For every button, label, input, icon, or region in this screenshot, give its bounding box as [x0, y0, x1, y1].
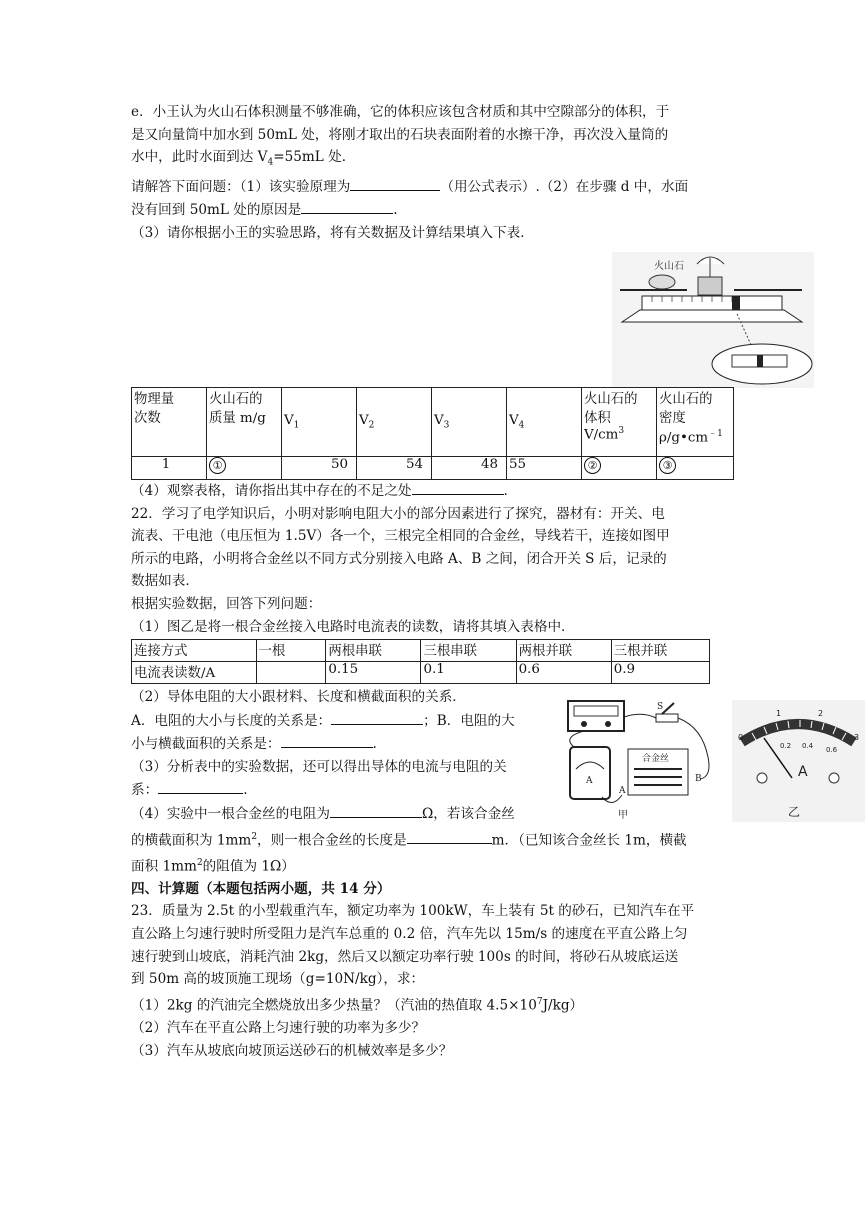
text-line: 是又向量筒中加水到 50mL 处，将刚才取出的石块表面附着的水擦干净，再次没入量筒的: [131, 126, 669, 143]
text-line: 所示的电路，小明将合金丝以不同方式分别接入电路 A、B 之间，闭合开关 S 后，记录的: [131, 550, 667, 567]
meter-tick: 2: [818, 709, 824, 718]
table-header: $V_4$: [507, 388, 582, 457]
answer-blank[interactable]: [301, 198, 393, 214]
meter-tick: 0.2: [780, 742, 792, 750]
table-cell: ②: [582, 457, 657, 480]
text-line: （3）汽车从坡底向坡顶运送砂石的机械效率是多少？: [131, 1042, 453, 1059]
answer-blank[interactable]: [330, 802, 422, 818]
table-header: $V_3$: [432, 388, 507, 457]
text-line: 没有回到 50mL 处的原因是 .: [131, 198, 736, 222]
text-line: 系： .: [131, 778, 736, 802]
terminal-b-label: B: [695, 774, 702, 784]
current-table: [131, 639, 710, 684]
meter-unit: A: [798, 764, 808, 780]
table-cell: ③: [657, 457, 734, 480]
document-body: [131, 101, 736, 244]
table-cell[interactable]: [256, 662, 326, 684]
text-line: 22．学习了电学知识后，小明对影响电阻大小的部分因素进行了探究，器材有：开关、电: [131, 505, 665, 522]
answer-blank[interactable]: [331, 709, 423, 725]
answer-blank[interactable]: [407, 828, 492, 844]
table-cell: 0.1: [421, 662, 516, 684]
answer-blank[interactable]: [281, 732, 373, 748]
table-header: 火山石的 体积 $V/cm^3$: [582, 388, 657, 457]
table-header: 一根: [256, 640, 326, 662]
table-cell: 0.9: [611, 662, 709, 684]
circuit-figure: [562, 697, 724, 821]
text-line: 23．质量为 2.5t 的小型载重汽车，额定功率为 100kW，车上装有 5t 的砂石，已知汽车在平: [131, 903, 695, 920]
text-line: 流表、干电池（电压恒为 1.5V）各一个，三根完全相同的合金丝，导线若干，连接如图甲: [131, 528, 670, 545]
text-line: （4）观察表格，请你指出其中存在的不足之处 .: [131, 479, 736, 503]
question-22-block: [131, 479, 736, 638]
figure-jia-label: 甲: [618, 810, 628, 821]
table-cell: 54: [357, 457, 432, 480]
figure-yi-label: 乙: [788, 805, 801, 819]
table-cell: 0.6: [516, 662, 611, 684]
table-cell: 1: [132, 457, 207, 480]
ammeter-label: A: [586, 776, 593, 786]
text-line: 小与横截面积的关系是： .: [131, 732, 736, 756]
text-line: （2）导体电阻的大小跟材料、长度和横截面积的关系．: [131, 689, 466, 705]
balance-figure: [612, 252, 814, 388]
text-line: 的横截面积为 $1mm^2$，则一根合金丝的长度是 m．（已知该合金丝长 1m，横截: [131, 826, 736, 852]
answer-blank[interactable]: [350, 175, 440, 191]
text-line: （4）实验中一根合金丝的电阻为 Ω，若该合金丝: [131, 802, 736, 826]
table-cell: 电流表读数/A: [132, 662, 257, 684]
table-header: $V_1$: [282, 388, 357, 457]
terminal-a-label: A: [619, 786, 626, 796]
meter-tick: 1: [776, 709, 782, 718]
answer-blank[interactable]: [412, 479, 504, 495]
table-cell: 48: [432, 457, 507, 480]
text-line: （3）分析表中的实验数据，还可以得出导体的电流与电阻的关: [131, 758, 507, 775]
table-header: 两根并联: [516, 640, 611, 662]
volcanic-stone-table: [131, 387, 734, 480]
table-header: 火山石的 质量 m/g: [207, 388, 282, 457]
text-line: 直公路上匀速行驶时所受阻力是汽车总重的 0.2 倍，汽车先以 15m/s 的速度在平直公路上匀: [131, 926, 688, 942]
text-line: 请解答下面问题：（1）该实验原理为 （用公式表示）.（2）在步骤 d 中，水面: [131, 175, 736, 199]
table-header: 两根串联: [326, 640, 421, 662]
text-line: 根据实验数据，回答下列问题：: [131, 595, 322, 612]
section-heading: 四、计算题（本题包括两小题，共 14 分）: [131, 880, 391, 897]
table-header: 三根并联: [611, 640, 709, 662]
table-header: 连接方式: [132, 640, 257, 662]
ammeter-figure: [732, 700, 865, 822]
text-line: （2）汽车在平直公路上匀速行驶的功率为多少？: [131, 1019, 426, 1036]
answer-blank[interactable]: [158, 778, 243, 794]
text-line: e．小王认为火山石体积测量不够准确，它的体积应该包含材质和其中空隙部分的体积，于: [131, 104, 670, 120]
table-cell: 50: [282, 457, 357, 480]
text-line: 数据如表．: [131, 573, 199, 590]
text-line: 面积 $1mm^2$的阻值为 1Ω）: [131, 857, 295, 875]
meter-tick: 0: [738, 733, 744, 742]
text-line: 到 50m 高的坡顶施工现场（g=10N/kg），求：: [131, 971, 425, 988]
switch-label: S: [657, 702, 664, 712]
table-header: 物理量 次数: [132, 388, 207, 457]
text-line: 速行驶到山坡底，消耗汽油 2kg，然后又以额定功率行驶 100s 的时间，将砂石从坡底运送: [131, 948, 679, 965]
alloy-label: 合金丝: [642, 754, 670, 764]
table-header: 三根串联: [421, 640, 516, 662]
meter-tick: 0.4: [802, 742, 814, 750]
text-line: （1）图乙是将一根合金丝接入电路时电流表的读数，请将其填入表格中．: [131, 618, 575, 635]
table-cell: ①: [207, 457, 282, 480]
text-line: （3）请你根据小王的实验思路，将有关数据及计算结果填入下表．: [131, 224, 534, 241]
text-line: 水中，此时水面到达 $V_4=55mL$ 处．: [131, 149, 356, 168]
text-line: A．电阻的大小与长度的关系是： ；B．电阻的大: [131, 709, 736, 733]
table-header: $V_2$: [357, 388, 432, 457]
meter-tick: 0.6: [826, 746, 838, 754]
table-header: 火山石的 密度 $\rho/g•cm^{﹣1}$: [657, 388, 734, 457]
table-cell: 55: [507, 457, 582, 480]
table-cell: 0.15: [326, 662, 421, 684]
meter-tick: 3: [854, 733, 860, 742]
balance-label: 火山石: [654, 261, 684, 272]
text-line: （1）2kg 的汽油完全燃烧放出多少热量？（汽油的热值取 $4.5\times 10^7J/kg$）: [131, 996, 584, 1014]
